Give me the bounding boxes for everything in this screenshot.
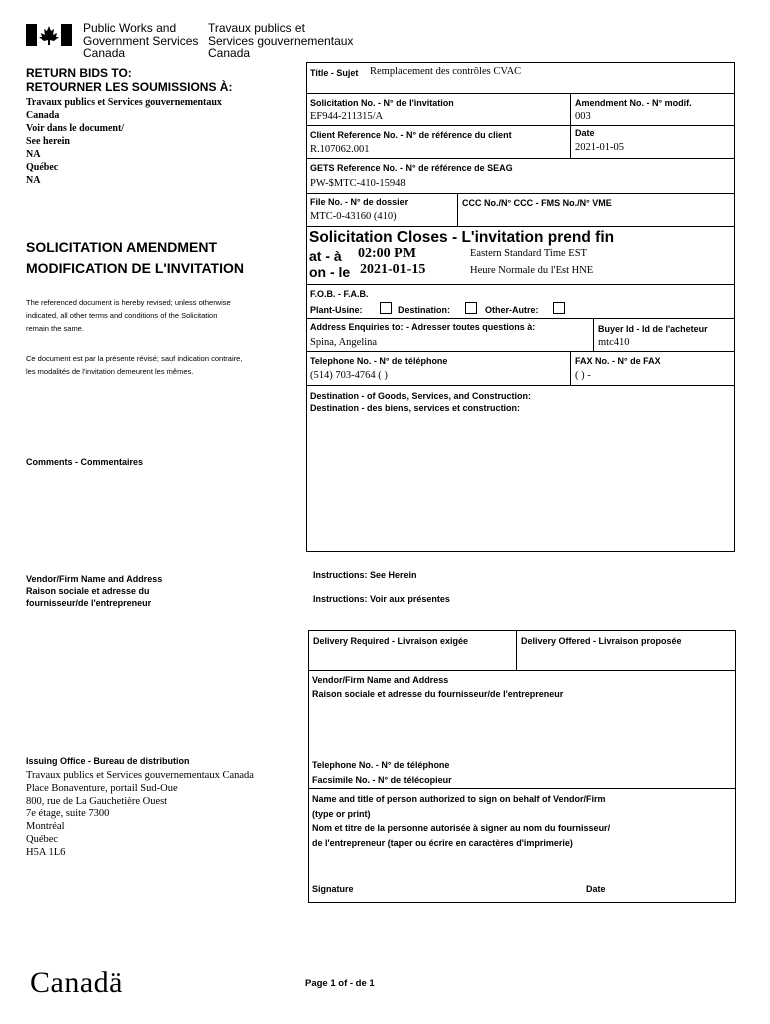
divider [306, 93, 735, 94]
authorized-line: (type or print) [312, 808, 371, 819]
amendment-text-fr [26, 352, 242, 378]
solicitation-no-value: EF944-211315/A [310, 111, 384, 122]
vendor-name-en-label: Vendor/Firm Name and Address [312, 675, 449, 685]
divider [306, 318, 735, 319]
divider [308, 670, 736, 671]
return-bids-line: Québec [26, 162, 59, 173]
delivery-offered-label: Delivery Offered - Livraison proposée [521, 636, 682, 646]
at-label: at - à [309, 248, 342, 264]
authorized-line: Nom et titre de la personne autorisée à signer au nom du fournisseur/ [312, 823, 611, 833]
date-value: 2021-01-05 [575, 142, 624, 153]
title-value: Remplacement des contrôles CVAC [370, 66, 522, 77]
destination-goods-fr: Destination - des biens, services et construction: [310, 403, 521, 413]
client-reference-label: Client Reference No. - N° de référence du client [310, 130, 512, 140]
department-name-fr [208, 22, 353, 60]
department-name-en [83, 22, 198, 60]
destination-goods-en: Destination - of Goods, Services, and Construction: [310, 391, 532, 401]
return-bids-title-en: RETURN BIDS TO: [26, 66, 132, 80]
government-flag-logo [26, 24, 72, 46]
other-label: Other-Autre: [485, 305, 539, 315]
divider [306, 193, 735, 194]
issuing-office-address [26, 770, 254, 860]
vendor-label-line: Vendor/Firm Name and Address [26, 574, 163, 584]
issuing-office-line: Place Bonaventure, portail Sud-Oue [26, 782, 178, 794]
divider [516, 630, 517, 670]
amendment-text-line: les modalités de l'invitation demeurent les mêmes. [26, 367, 194, 376]
amendment-text-en [26, 296, 231, 335]
title-label: Title - Sujet [310, 68, 359, 78]
plant-checkbox[interactable] [380, 302, 392, 314]
fax-value: ( ) - [575, 370, 591, 381]
dept-fr-line: Canada [208, 46, 251, 60]
divider [306, 125, 735, 126]
issuing-office-line: 800, rue de La Gauchetière Ouest [26, 795, 168, 807]
client-reference-value: R.107062.001 [310, 144, 370, 155]
on-label: on - le [309, 264, 351, 280]
dept-en-line: Government Services [83, 33, 199, 48]
buyer-id-value: mtc410 [598, 337, 630, 348]
ccc-no-label: CCC No./N° CCC - FMS No./N° VME [462, 198, 612, 208]
vendor-facsimile-label: Facsimile No. - N° de télécopieur [312, 775, 452, 785]
authorized-line: de l'entrepreneur (taper ou écrire en caractères d'imprimerie) [312, 837, 573, 848]
divider [593, 318, 594, 351]
vendor-name-address-label [26, 573, 162, 609]
return-bids-address [26, 96, 222, 187]
dept-fr-line: Services gouvernementaux [208, 33, 354, 48]
issuing-office-line: Québec [26, 833, 59, 845]
dept-fr-line: Travaux publics et [208, 21, 305, 35]
destination-label: Destination: [398, 305, 451, 315]
dept-en-line: Public Works and [83, 21, 177, 35]
return-bids-line: NA [26, 175, 41, 186]
vendor-label-line: fournisseur/de l'entrepreneur [26, 598, 152, 608]
amendment-title [26, 237, 244, 279]
page-number: Page 1 of - de 1 [305, 978, 375, 989]
return-bids-line: Voir dans le document/ [26, 123, 125, 134]
address-enquiries-value: Spina, Angelina [310, 337, 378, 348]
divider [306, 351, 735, 352]
destination-checkbox[interactable] [465, 302, 477, 314]
amendment-text-line: The referenced document is hereby revised; unless otherwise [26, 298, 231, 307]
return-bids-title [26, 66, 232, 94]
divider [570, 351, 571, 385]
canada-wordmark: Canadä [30, 966, 123, 999]
divider [308, 788, 736, 789]
issuing-office-line: 7e étage, suite 7300 [26, 808, 110, 820]
file-no-value: MTC-0-43160 (410) [310, 211, 397, 222]
issuing-office-line: H5A 1L6 [26, 846, 66, 858]
issuing-office-label: Issuing Office - Bureau de distribution [26, 756, 190, 766]
solicitation-closes-title: Solicitation Closes - L'invitation prend fin [309, 229, 615, 246]
vendor-telephone-label: Telephone No. - N° de téléphone [312, 760, 450, 770]
amendment-no-label: Amendment No. - N° modif. [575, 98, 692, 108]
issuing-office-line: Travaux publics et Services gouvernementaux Canada [26, 770, 254, 781]
buyer-id-label: Buyer Id - Id de l'acheteur [598, 324, 708, 334]
signature-label: Signature [312, 884, 354, 894]
gets-reference-value: PW-$MTC-410-15948 [310, 178, 406, 189]
instructions-fr: Instructions: Voir aux présentes [313, 594, 450, 604]
return-bids-line: NA [26, 149, 41, 160]
authorized-person-label [312, 792, 610, 850]
fob-label: F.O.B. - F.A.B. [310, 289, 369, 299]
divider [306, 158, 735, 159]
gets-reference-label: GETS Reference No. - N° de référence de SEAG [310, 163, 513, 173]
delivery-required-label: Delivery Required - Livraison exigée [313, 636, 469, 646]
address-enquiries-label: Address Enquiries to: - Adresser toutes questions à: [310, 322, 536, 332]
issuing-office-line: Montréal [26, 821, 65, 833]
amendment-text-line: indicated, all other terms and conditions of the Solicitation [26, 311, 218, 320]
vendor-label-line: Raison sociale et adresse du [26, 586, 150, 596]
return-bids-line: Canada [26, 110, 60, 121]
telephone-value: (514) 703-4764 ( ) [310, 370, 388, 381]
amendment-title-fr: MODIFICATION DE L'INVITATION [26, 260, 244, 276]
plant-label: Plant-Usine: [310, 305, 363, 315]
return-bids-title-fr: RETOURNER LES SOUMISSIONS À: [26, 80, 233, 94]
signature-date-label: Date [586, 884, 606, 894]
timezone-en: Eastern Standard Time EST [470, 248, 587, 259]
amendment-title-en: SOLICITATION AMENDMENT [26, 239, 218, 255]
return-bids-line: See herein [26, 136, 70, 147]
timezone-fr: Heure Normale du l'Est HNE [470, 265, 594, 276]
vendor-name-fr-label: Raison sociale et adresse du fournisseur/de l'entrepreneur [312, 689, 564, 699]
date-label: Date [575, 128, 595, 138]
amendment-no-value: 003 [575, 111, 591, 122]
authorized-line: Name and title of person authorized to sign on behalf of Vendor/Firm [312, 794, 606, 804]
closing-time-value: 02:00 PM [358, 246, 416, 261]
file-no-label: File No. - N° de dossier [310, 197, 409, 207]
divider [570, 93, 571, 158]
amendment-text-line: remain the same. [26, 324, 84, 333]
divider [306, 284, 735, 285]
amendment-text-line: Ce document est par la présente révisé; sauf indication contraire, [26, 354, 243, 363]
other-checkbox[interactable] [553, 302, 565, 314]
divider [306, 226, 735, 227]
comments-label: Comments - Commentaires [26, 457, 144, 467]
fax-label: FAX No. - N° de FAX [575, 356, 661, 366]
dept-en-line: Canada [83, 46, 126, 60]
divider [457, 193, 458, 226]
return-bids-line: Travaux publics et Services gouvernementaux [26, 97, 222, 108]
solicitation-no-label: Solicitation No. - N° de l'invitation [310, 98, 454, 108]
divider [306, 385, 735, 386]
telephone-label: Telephone No. - N° de téléphone [310, 356, 448, 366]
closing-date-value: 2021-01-15 [360, 262, 426, 277]
instructions-en: Instructions: See Herein [313, 570, 417, 580]
